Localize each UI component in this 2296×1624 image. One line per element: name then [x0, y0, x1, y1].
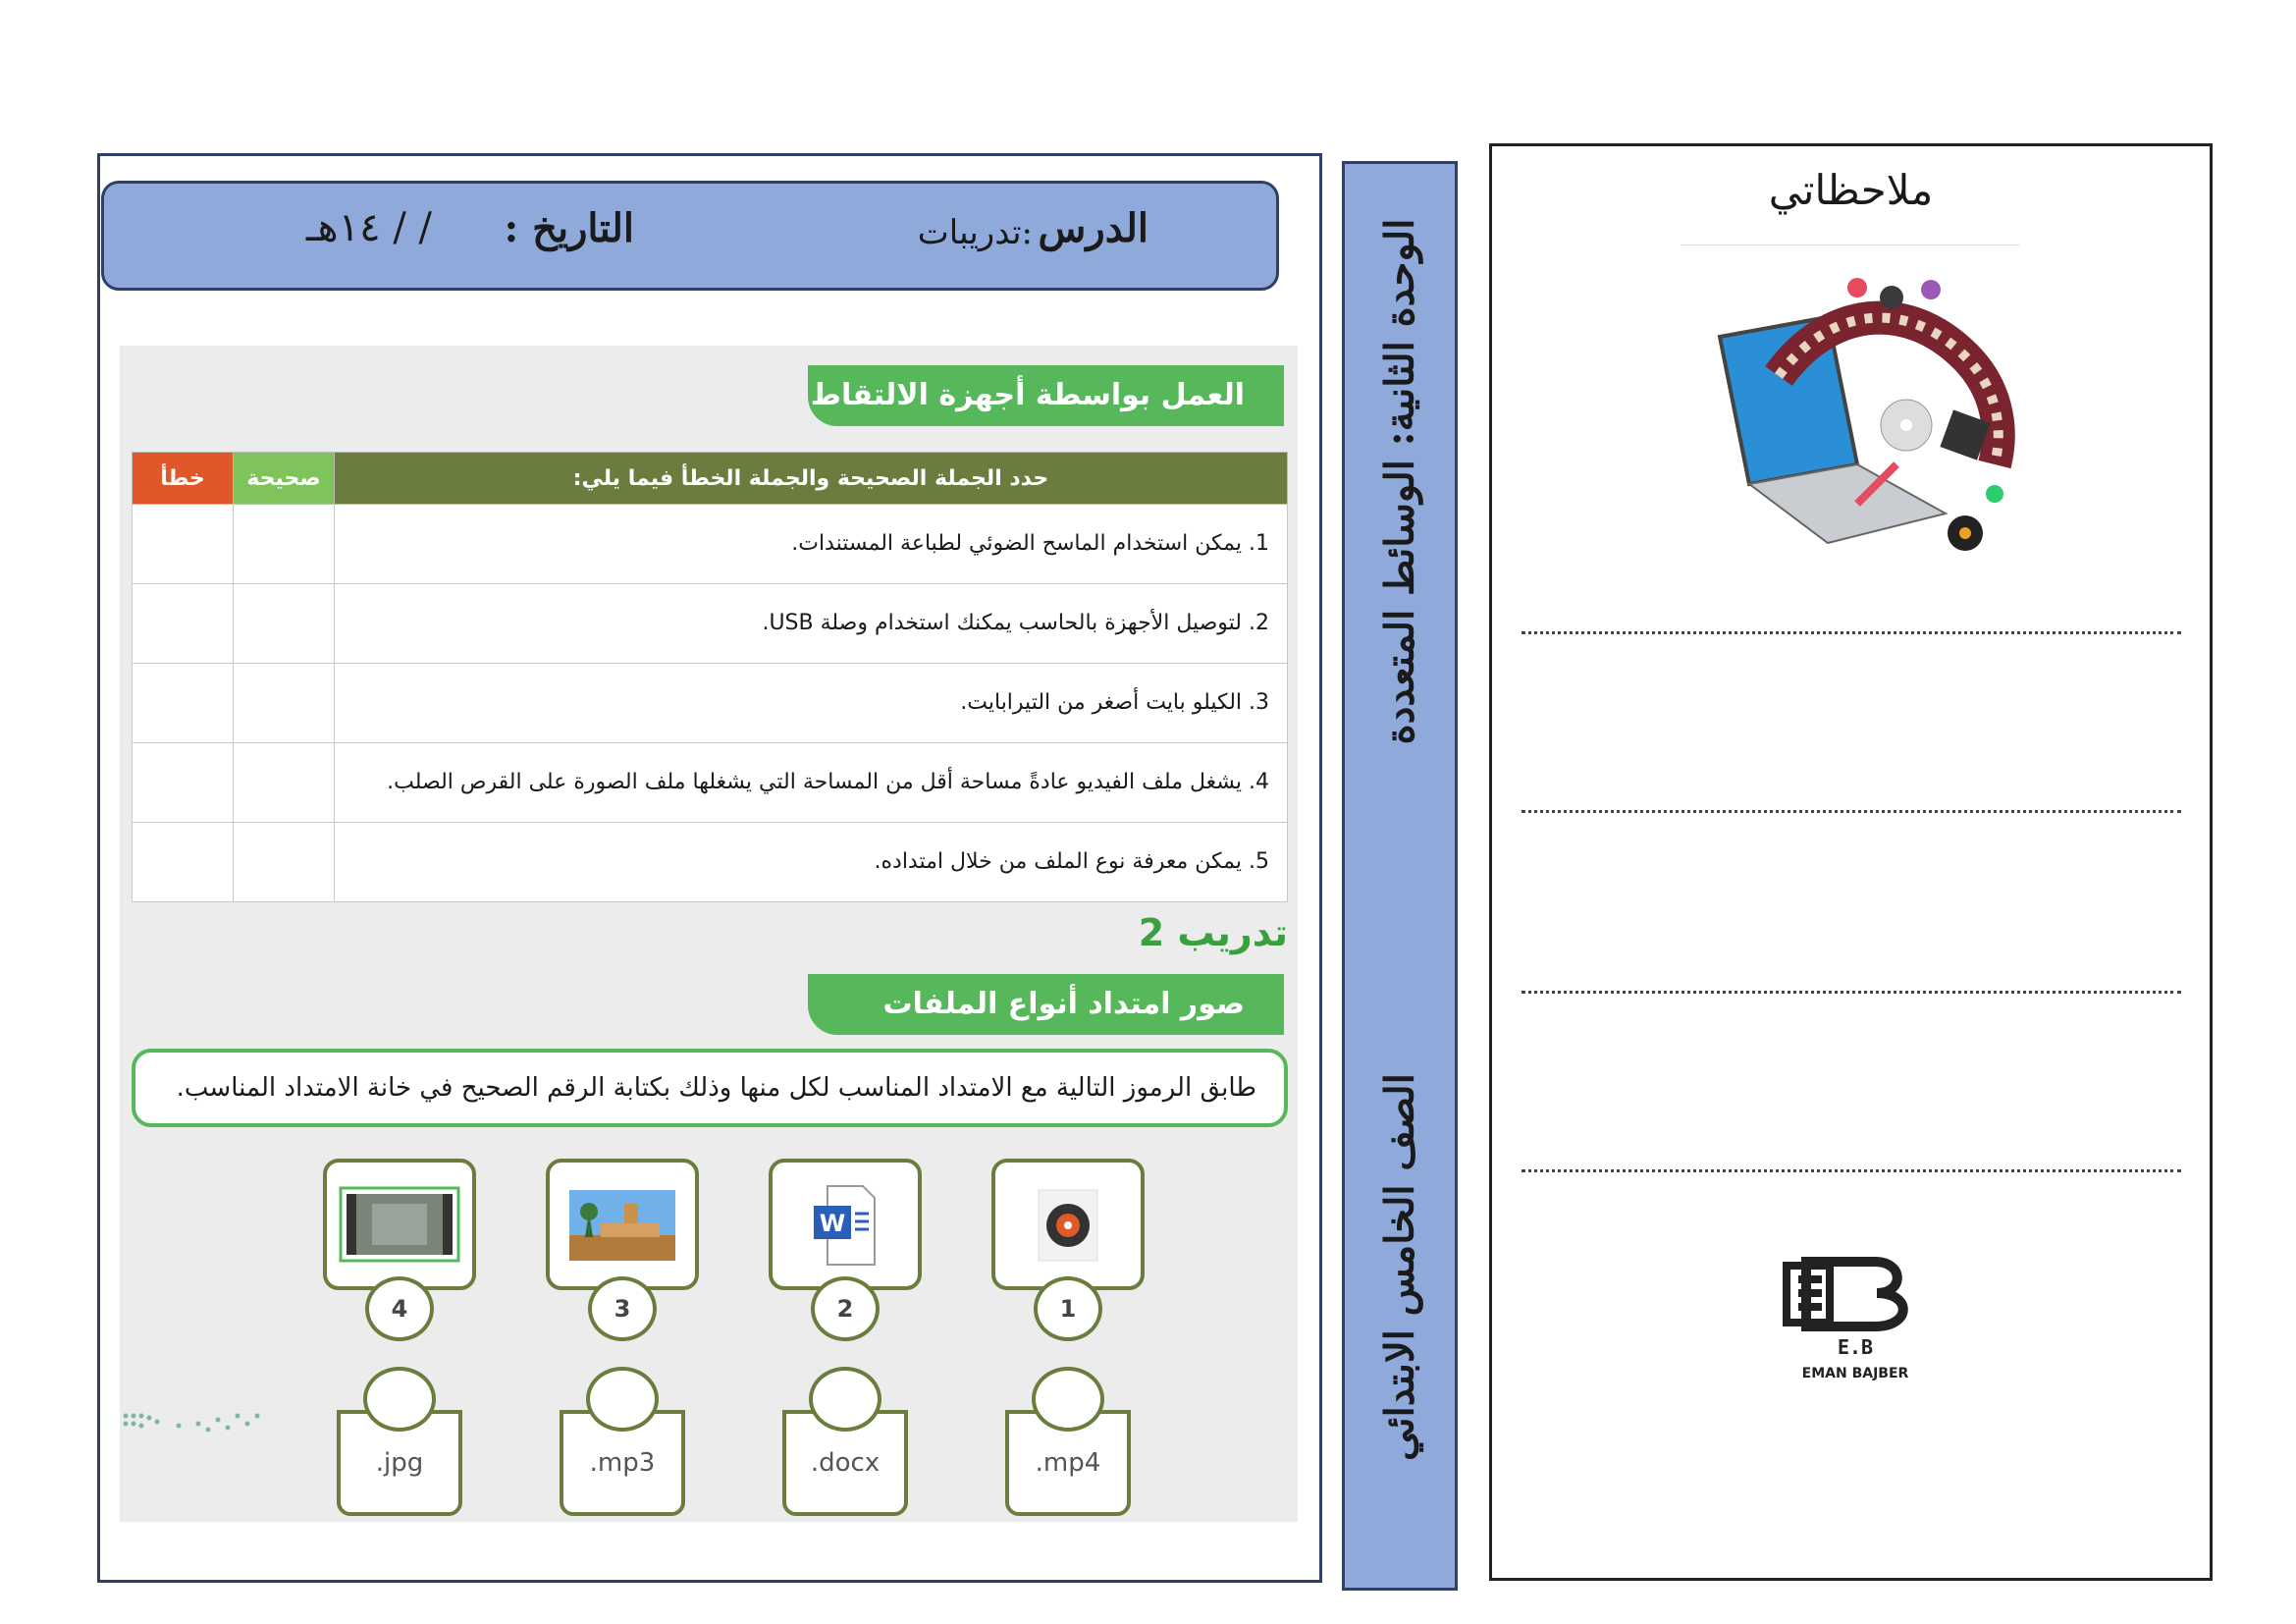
- false-header: خطأ: [133, 453, 234, 505]
- table-row: [133, 584, 1288, 664]
- table-row: [133, 823, 1288, 902]
- extension-box-mp4[interactable]: .mp4: [1005, 1410, 1131, 1516]
- icon-card-3: [546, 1159, 699, 1290]
- photo-image-icon: [550, 1163, 695, 1286]
- instruction-box: طابق الرموز التالية مع الامتداد المناسب لكل منها وذلك بكتابة الرقم الصحيح في خانة الامتداد المناسب.: [132, 1049, 1288, 1127]
- true-header: صحيحة: [234, 453, 335, 505]
- date-value: / / ١٤هـ: [305, 205, 432, 250]
- answer-circle[interactable]: [1032, 1367, 1104, 1432]
- icon-card-1: [991, 1159, 1145, 1290]
- lesson-header: [101, 181, 1279, 291]
- ministry-logo-icon: [120, 1406, 267, 1445]
- icon-card-2: [769, 1159, 922, 1290]
- question-header: حدد الجملة الصحيحة والجملة الخطأ فيما يلي:: [335, 453, 1288, 505]
- answer-circle[interactable]: [586, 1367, 659, 1432]
- note-line[interactable]: [1522, 991, 2181, 994]
- lesson-value: :تدريبات: [917, 213, 1033, 252]
- music-disc-icon: [995, 1163, 1141, 1286]
- extension-box-docx[interactable]: .docx: [782, 1410, 908, 1516]
- multimedia-laptop-icon: [1710, 268, 2024, 563]
- false-cell[interactable]: [133, 743, 234, 823]
- false-cell[interactable]: [133, 505, 234, 584]
- svg-text:W: W: [819, 1210, 846, 1237]
- true-cell[interactable]: [234, 505, 335, 584]
- icon-number-2: 2: [811, 1276, 880, 1341]
- true-false-table: [132, 452, 1288, 902]
- true-cell[interactable]: [234, 584, 335, 664]
- table-row: [133, 743, 1288, 823]
- word-document-icon: [773, 1163, 918, 1286]
- notes-title: ملاحظاتي: [1768, 166, 1934, 214]
- table-row: [133, 664, 1288, 743]
- true-cell[interactable]: [234, 743, 335, 823]
- table-row: [133, 505, 1288, 584]
- extension-box-jpg[interactable]: .jpg: [337, 1410, 462, 1516]
- icon-number-4: 4: [365, 1276, 434, 1341]
- true-cell[interactable]: [234, 664, 335, 743]
- true-cell[interactable]: [234, 823, 335, 902]
- false-cell[interactable]: [133, 584, 234, 664]
- false-cell[interactable]: [133, 823, 234, 902]
- question-text: 3. الكيلو بايت أصغر من التيرابايت.: [335, 664, 1288, 743]
- video-film-icon: [327, 1163, 472, 1286]
- exercise2-heading: تدريب 2: [1138, 911, 1288, 954]
- note-line[interactable]: [1522, 631, 2181, 634]
- unit-title: الوحدة الثانية: الوسائط المتعددة: [1376, 218, 1423, 745]
- extension-box-mp3[interactable]: .mp3: [560, 1410, 685, 1516]
- lesson-label: الدرس: [1038, 205, 1148, 251]
- answer-circle[interactable]: [363, 1367, 436, 1432]
- logo-name: EMAN BAJBER: [1801, 1366, 1909, 1381]
- date-label: التاريخ :: [504, 205, 634, 251]
- eb-logo-icon: [1767, 1256, 1944, 1393]
- icon-card-4: [323, 1159, 476, 1290]
- logo-initials: E.B: [1837, 1335, 1874, 1359]
- divider: [1681, 244, 2020, 245]
- icon-number-1: 1: [1034, 1276, 1102, 1341]
- answer-circle[interactable]: [809, 1367, 881, 1432]
- icon-number-3: 3: [588, 1276, 657, 1341]
- question-text: 1. يمكن استخدام الماسح الضوئي لطباعة المستندات.: [335, 505, 1288, 584]
- exercise2-title: صور امتداد أنواع الملفات: [808, 974, 1284, 1035]
- unit-sidebar: [1342, 161, 1458, 1591]
- false-cell[interactable]: [133, 664, 234, 743]
- question-text: 5. يمكن معرفة نوع الملف من خلال امتداده.: [335, 823, 1288, 902]
- grade-title: الصف الخامس الابتدائي: [1376, 1073, 1423, 1461]
- note-line[interactable]: [1522, 810, 2181, 813]
- exercise1-title: العمل بواسطة أجهزة الالتقاط: [808, 365, 1284, 426]
- notes-panel: [1489, 143, 2213, 1581]
- note-line[interactable]: [1522, 1169, 2181, 1172]
- question-text: 2. لتوصيل الأجهزة بالحاسب يمكنك استخدام وصلة USB.: [335, 584, 1288, 664]
- question-text: 4. يشغل ملف الفيديو عادةً مساحة أقل من المساحة التي يشغلها ملف الصورة على القرص الصلب.: [335, 743, 1288, 823]
- textbook-panel: [120, 346, 1298, 1522]
